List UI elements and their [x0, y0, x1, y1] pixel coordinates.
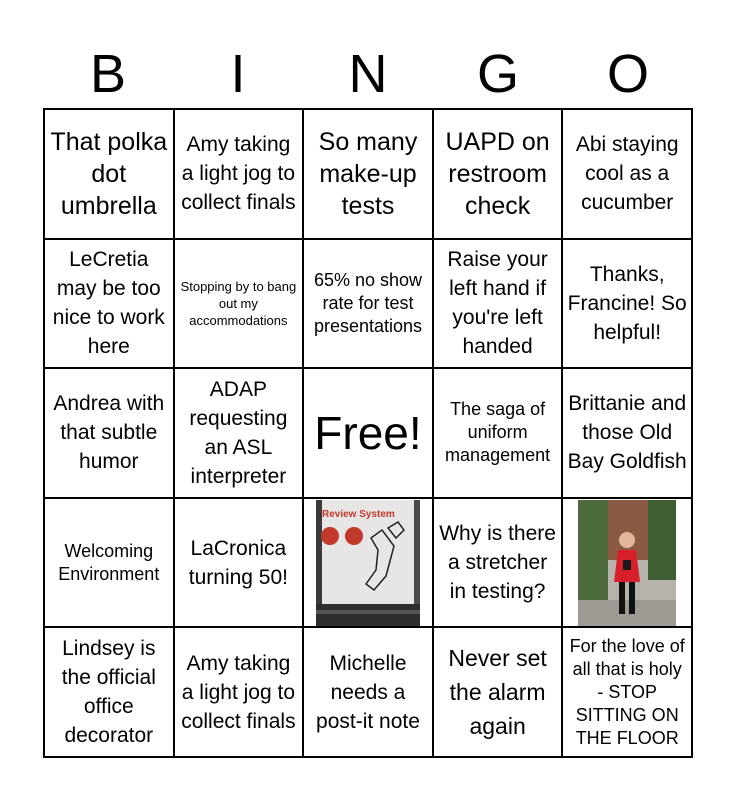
header-letter-i: I [230, 44, 246, 104]
bingo-cell[interactable]: Raise your left hand if you're left handed [433, 239, 563, 369]
bingo-cell[interactable]: Abi staying cool as a cucumber [562, 109, 692, 239]
header-letter-g: G [476, 44, 519, 104]
bingo-cell[interactable]: LeCretia may be too nice to work here [44, 239, 174, 369]
bingo-cell[interactable]: Michelle needs a post-it note [303, 627, 433, 757]
bingo-cell[interactable]: ADAP requesting an ASL interpreter [174, 368, 304, 498]
bingo-cell[interactable]: Stopping by to bang out my accommodations [174, 239, 304, 369]
bingo-cell[interactable]: For the love of all that is holy - STOP SITTING ON THE FLOOR [562, 627, 692, 757]
bingo-cell[interactable]: That polka dot umbrella [44, 109, 174, 239]
person-photo [578, 500, 676, 626]
slide-photo [316, 500, 420, 626]
bingo-cell[interactable]: LaCronica turning 50! [174, 498, 304, 628]
bingo-cell[interactable]: The saga of uniform management [433, 368, 563, 498]
bingo-cell[interactable]: Amy taking a light jog to collect finals [174, 109, 304, 239]
bingo-cell-photo-slide[interactable] [303, 498, 433, 628]
bingo-cell[interactable]: Why is there a stretcher in testing? [433, 498, 563, 628]
bingo-cell[interactable]: Thanks, Francine! So helpful! [562, 239, 692, 369]
bingo-cell[interactable]: UAPD on restroom check [433, 109, 563, 239]
header-letter-n: N [348, 44, 388, 104]
bingo-cell[interactable]: Amy taking a light jog to collect finals [174, 627, 304, 757]
bingo-cell[interactable]: Never set the alarm again [433, 627, 563, 757]
bingo-card [43, 108, 693, 758]
bingo-cell[interactable]: Brittanie and those Old Bay Goldfish [562, 368, 692, 498]
bingo-cell[interactable]: Welcoming Environment [44, 498, 174, 628]
bingo-cell[interactable]: 65% no show rate for test presentations [303, 239, 433, 369]
free-space[interactable]: Free! [303, 368, 433, 498]
bingo-cell[interactable]: Lindsey is the official office decorator [44, 627, 174, 757]
bingo-header [43, 40, 693, 108]
header-letter-b: B [89, 44, 127, 104]
bingo-cell-photo-person[interactable] [562, 498, 692, 628]
slide-caption: Review System [321, 508, 395, 520]
header-letter-o: O [606, 44, 649, 104]
bingo-cell[interactable]: So many make-up tests [303, 109, 433, 239]
bingo-cell[interactable]: Andrea with that subtle humor [44, 368, 174, 498]
